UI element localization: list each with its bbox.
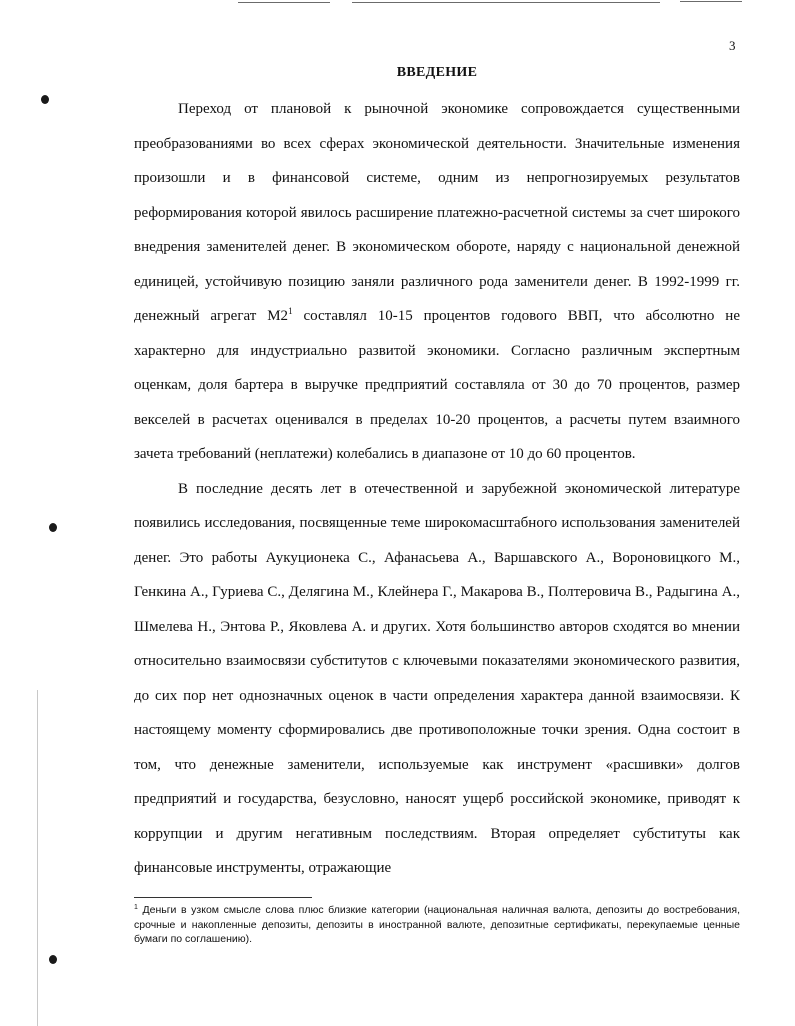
paragraph-1-text-a: Переход от плановой к рыночной экономике сопровождается существенными преобразованиями во всех сферах экономической деятельности. Значительные изменения произошли и в финансовой системе, одним из непрогнозируемых результатов реформирования которой явилось расширение платежно-расчетной системы за счет широкого внедрения заменителей денег. В экономическом обороте, наряду с национальной денежной единицей, устойчивую позицию заняли различного рода заменители денег. В 1992-1999 гг. денежный агрегат М2 <box>134 101 740 324</box>
footnote-text: Деньги в узком смысле слова плюс близкие категории (национальная наличная валюта, депозиты до востребования, срочные и накопленные депозиты, депозиты в иностранной валюте, депозитные сертификаты, перекупаемые ценные бумаги по соглашению). <box>134 904 740 945</box>
scan-line-top-1 <box>238 2 330 3</box>
scan-line-top-3 <box>680 1 742 2</box>
page-number: 3 <box>729 38 736 53</box>
scan-line-top-2 <box>352 2 660 3</box>
punch-hole-middle <box>49 523 57 532</box>
scan-left-edge <box>37 690 38 1026</box>
body-text <box>134 92 740 886</box>
punch-hole-top <box>41 95 49 104</box>
footnote <box>134 903 740 947</box>
footnote-divider <box>134 897 312 898</box>
paragraph-1-text-b: составлял 10-15 процентов годового ВВП, что абсолютно не характерно для индустриально развитой экономики. Согласно различным экспертным оценкам, доля бартера в выручке предприятий составляла от 30 до 70 процентов, размер векселей в расчетах оценивался в пределах 10-20 процентов, а расчеты путем взаимного зачета требований (неплатежи) колебались в диапазоне от 10 до 60 процентов. <box>134 308 740 462</box>
paragraph-1 <box>134 92 740 472</box>
punch-hole-bottom <box>49 955 57 964</box>
page-title: ВВЕДЕНИЕ <box>396 65 478 80</box>
footnote-marker: 1 <box>134 904 138 911</box>
paragraph-2: В последние десять лет в отечественной и зарубежной экономической литературе появились исследования, посвященные теме широкомасштабного использования заменителей денег. Это работы Аукуционека С., Афанасьева А., Варшавского А., Вороновицкого М., Генкина А., Гуриева С., Делягина М., Клейнера Г., Макарова В., Полтеровича В., Радыгина А., Шмелева Н., Энтова Р., Яковлева А. и других. Хотя большинство авторов сходятся во мнении относительно взаимосвязи субститутов с ключевыми показателями экономического развития, до сих пор нет однозначных оценок в части определения характера данной взаимосвязи. К настоящему моменту сформировались две противоположные точки зрения. Одна состоит в том, что денежные заменители, используемые как инструмент «расшивки» долгов предприятий и государства, безусловно, наносят ущерб российской экономике, приводят к коррупции и другим негативным последствиям. Вторая определяет субституты как финансовые инструменты, отражающие <box>134 480 740 876</box>
footnote-reference[interactable]: 1 <box>288 306 293 316</box>
